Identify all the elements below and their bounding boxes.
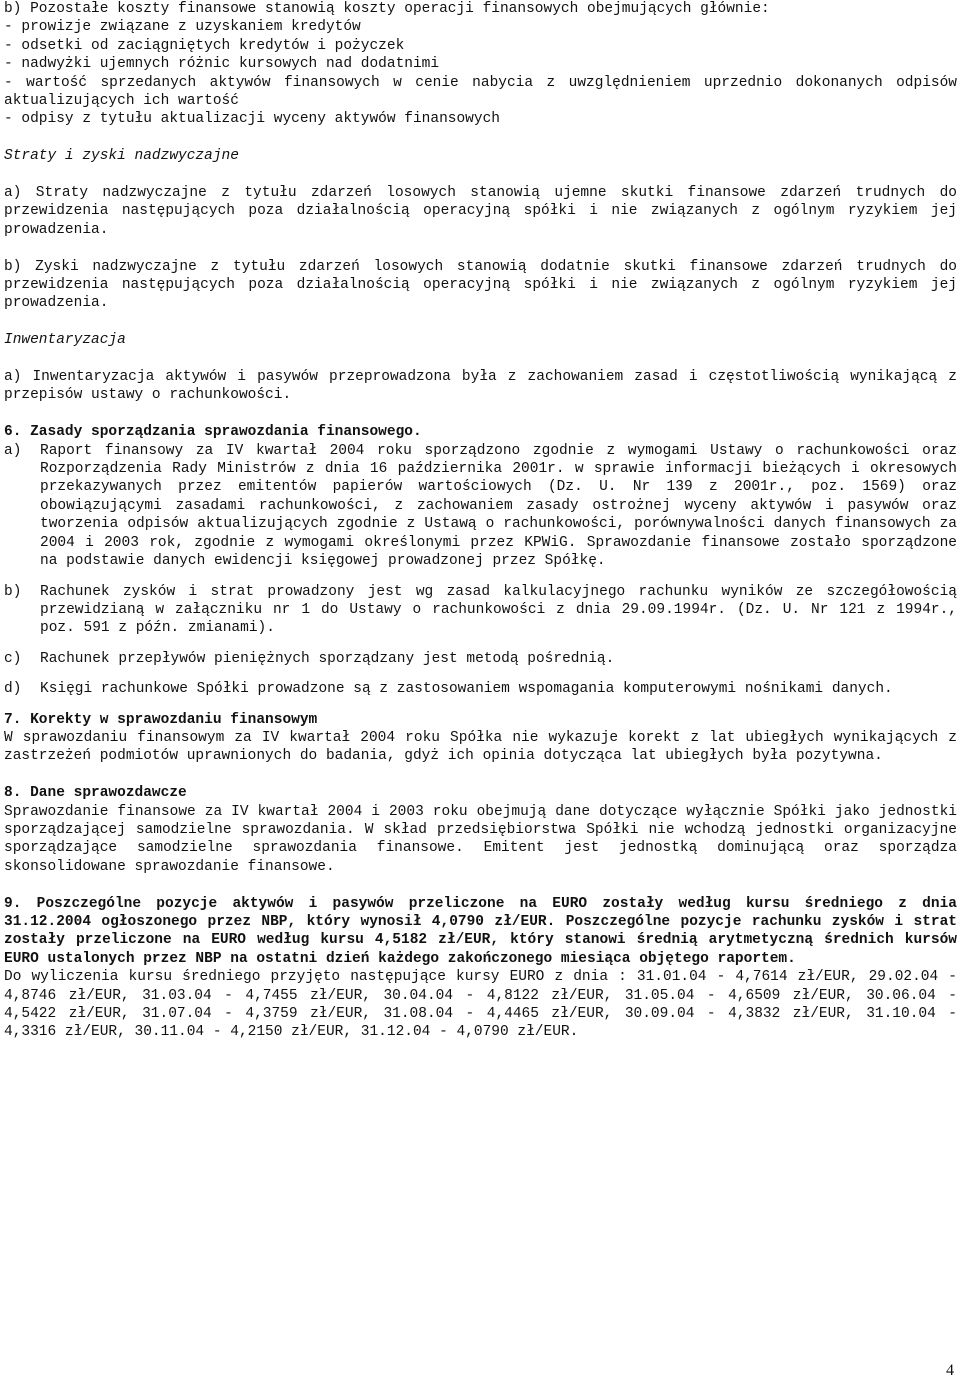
list-item: - prowizje związane z uzyskaniem kredytów	[4, 19, 361, 36]
list-item	[4, 442, 957, 571]
section-6-heading: 6. Zasady sporządzania sprawozdania finansowego.	[4, 424, 422, 441]
section-6	[4, 423, 957, 698]
list-item	[4, 680, 957, 698]
section-7-paragraph: W sprawozdaniu finansowym za IV kwartał 2004 roku Spółka nie wykazuje korekt z lat ubiegłych wynikających z zastrzeżeń podmiotów uprawnionych do badania, gdyż ich opinia dotycząca lat ubiegłych była pozytywna.	[4, 729, 957, 765]
section-9	[4, 895, 957, 1042]
extraordinary-heading: Straty i zyski nadzwyczajne	[4, 148, 239, 165]
section-8-heading: 8. Dane sprawozdawcze	[4, 785, 187, 802]
item-text: Księgi rachunkowe Spółki prowadzone są z zastosowaniem wspomagania komputerowymi nośnikami danych.	[40, 681, 893, 698]
list-item: - nadwyżki ujemnych różnic kursowych nad dodatnimi	[4, 56, 440, 73]
item-text: Raport finansowy za IV kwartał 2004 roku sporządzono zgodnie z wymogami Ustawy o rachunkowości oraz Rozporządzenia Rady Ministrów z dnia 16 października 2001r. w sprawie informacji bieżących i okresowych przekazywanych przez emitentów papierów wartościowych (Dz. U. Nr 139 z 2001r., poz. 1569) oraz obowiązującymi zasadami rachunkowości, z zachowaniem zasady ostrożnej wyceny aktywów i pasywów oraz tworzenia odpisów aktualizujących zgodnie z Ustawą o rachunkowości, porównywalności danych finansowych za 2004 i 2003 rok, zgodnie z wymogami określonymi przez KPWiG. Sprawozdanie finansowe zostało sporządzone na podstawie danych ewidencji księgowej prowadzonej przez Spółkę.	[40, 442, 957, 570]
inventory-paragraph: a) Inwentaryzacja aktywów i pasywów przeprowadzona była z zachowaniem zasad i częstotliwością wynikającą z przepisów ustawy o rachunkowości.	[4, 369, 957, 404]
section-7	[4, 711, 957, 766]
list-item: - wartość sprzedanych aktywów finansowych w cenie nabycia z uwzględnieniem uprzednio dokonanych odpisów aktualizujących ich wartość	[4, 74, 957, 110]
item-label: d)	[4, 681, 22, 698]
item-label: b)	[4, 583, 22, 600]
item-text: Rachunek zysków i strat prowadzony jest wg zasad kalkulacyjnego rachunku wyników ze szczegółowością przewidzianą w załączniku nr 1 do Ustawy o rachunkowości z dnia 29.09.1994r. (Dz. U. Nr 121 z 1994r., poz. 591 z późn. zmianami).	[40, 583, 957, 637]
document-page	[4, 0, 957, 1042]
other-costs-intro: b) Pozostałe koszty finansowe stanowią koszty operacji finansowych obejmujących głównie:	[4, 1, 770, 17]
list-item: - odsetki od zaciągniętych kredytów i pożyczek	[4, 37, 405, 54]
section-8-paragraph: Sprawozdanie finansowe za IV kwartał 2004 i 2003 roku obejmują dane dotyczące wyłącznie Spółki jako jednostki sporządzającej samodzielne sprawozdania. W skład przedsiębiorstwa Spółki nie wchodzą jednostki organizacyjne sporządzające samodzielne sprawozdania finansowe. Emitent jest jednostką dominującą oraz sporządza skonsolidowane sprawozdanie finansowe.	[4, 803, 957, 875]
item-label: c)	[4, 650, 22, 667]
extraordinary-section	[4, 147, 957, 313]
item-text: Rachunek przepływów pieniężnych sporządzany jest metodą pośrednią.	[40, 650, 615, 667]
extraordinary-losses-paragraph: a) Straty nadzwyczajne z tytułu zdarzeń losowych stanowią ujemne skutki finansowe zdarzeń trudnych do przewidzenia następujących poza działalnością operacyjną spółki i nie związanych z ogólnym ryzykiem jej prowadzenia.	[4, 185, 957, 238]
other-costs-section	[4, 0, 957, 129]
extraordinary-gains-paragraph: b) Zyski nadzwyczajne z tytułu zdarzeń losowych stanowią dodatnie skutki finansowe zdarzeń trudnych do przewidzenia następujących poza działalnością operacyjną spółki i nie związanych z ogólnym ryzykiem jej prowadzenia.	[4, 258, 957, 312]
section-9-heading: 9. Poszczególne pozycje aktywów i pasywów przeliczone na EURO zostały według kursu średniego z dnia 31.12.2004 ogłoszonego przez NBP, który wynosił 4,0790 zł/EUR. Poszczególne pozycje rachunku zysków i strat zostały przeliczone na EURO według kursu 4,5182 zł/EUR, który stanowi średnią arytmetyczną średnich kursów EURO ustalonych przez NBP na ostatni dzień każdego zakończonego miesiąca objętego raportem.	[4, 895, 957, 967]
inventory-section	[4, 331, 957, 405]
item-label: a)	[4, 442, 22, 459]
list-item	[4, 583, 957, 638]
section-7-heading: 7. Korekty w sprawozdaniu finansowym	[4, 711, 318, 728]
inventory-heading: Inwentaryzacja	[4, 332, 126, 349]
list-item	[4, 650, 957, 668]
page-number: 4	[946, 1362, 954, 1379]
list-item: - odpisy z tytułu aktualizacji wyceny aktywów finansowych	[4, 111, 500, 128]
section-9-paragraph: Do wyliczenia kursu średniego przyjęto następujące kursy EURO z dnia : 31.01.04 - 4,7614 zł/EUR, 29.02.04 - 4,8746 zł/EUR, 31.03.04 - 4,7455 zł/EUR, 30.04.04 - 4,8122 zł/EUR, 31.05.04 - 4,6509 zł/EUR, 30.06.04 - 4,5422 zł/EUR, 31.07.04 - 4,3759 zł/EUR, 31.08.04 - 4,4465 zł/EUR, 30.09.04 - 4,3832 zł/EUR, 31.10.04 - 4,3316 zł/EUR, 30.11.04 - 4,2150 zł/EUR, 31.12.04 - 4,0790 zł/EUR.	[4, 969, 957, 1041]
section-8	[4, 784, 957, 876]
